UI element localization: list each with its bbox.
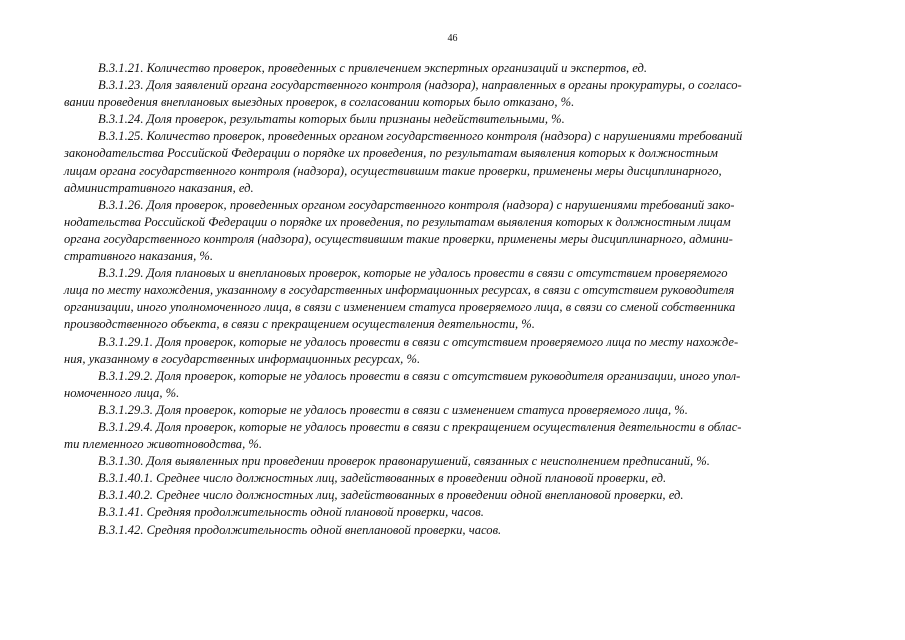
paragraph-b-3-1-40-2: В.3.1.40.2. Среднее число должностных лиц, задействованных в проведении одной внеплановой проверки, ед. — [98, 488, 684, 503]
document-body — [64, 60, 882, 539]
paragraph-b-3-1-24: В.3.1.24. Доля проверок, результаты которых были признаны недействительными, %. — [98, 112, 565, 127]
paragraph-b-3-1-29: В.3.1.29. Доля плановых и внеплановых проверок, которые не удалось провести в связи с отсутствием проверяемого лица по месту нахождения, указанному в государственных информационных ресурсах, в связи с отсутствием руководителя организации, иного уполномоченного лица, в связи с изменением статуса проверяемого лица, в связи со сменой собственника производственного объекта, в связи с прекращением осуществления деятельности, %. — [64, 266, 736, 332]
paragraph-b-3-1-23: В.3.1.23. Доля заявлений органа государственного контроля (надзора), направленных в органы прокуратуры, о согласо- вании проведения внеплановых выездных проверок, в согласовании которых было отказано, %. — [64, 78, 742, 110]
paragraph-b-3-1-29-3: В.3.1.29.3. Доля проверок, которые не удалось провести в связи с изменением статуса проверяемого лица, %. — [98, 402, 688, 417]
paragraph-b-3-1-25: В.3.1.25. Количество проверок, проведенных органом государственного контроля (надзора) с нарушениями требований законодательства Российской Федерации о порядке их проведения, по результатам выявления которых к должностным лицам органа государственного контроля (надзора), осуществившим такие проверки, применены меры дисциплинарного, административного наказания, ед. — [64, 129, 743, 195]
paragraph-b-3-1-29-2: В.3.1.29.2. Доля проверок, которые не удалось провести в связи с отсутствием руководителя организации, иного упол- номоченного лица, %. — [64, 368, 741, 400]
paragraph-b-3-1-41: В.3.1.41. Средняя продолжительность одной плановой проверки, часов. — [98, 505, 484, 520]
paragraph-b-3-1-30: В.3.1.30. Доля выявленных при проведении проверок правонарушений, связанных с неисполнением предписаний, %. — [98, 454, 710, 469]
page-number: 46 — [447, 33, 458, 44]
paragraph-b-3-1-42: В.3.1.42. Средняя продолжительность одной внеплановой проверки, часов. — [98, 522, 502, 537]
paragraph-b-3-1-26: В.3.1.26. Доля проверок, проведенных органом государственного контроля (надзора) с нарушениями требований зако- нодательства Российской Федерации о порядке их проведения, по результатам выявления которых к должностным лицам органа государственного контроля (надзора), осуществившим такие проверки, применены меры дисциплинарного, админи- стративного наказания, %. — [64, 197, 735, 264]
paragraph-b-3-1-21: В.3.1.21. Количество проверок, проведенных с привлечением экспертных организаций и экспертов, ед. — [98, 61, 648, 75]
paragraph-b-3-1-29-4: В.3.1.29.4. Доля проверок, которые не удалось провести в связи с прекращением осуществления деятельности в облас- ти племенного животноводства, %. — [64, 419, 742, 452]
paragraph-b-3-1-40-1: В.3.1.40.1. Среднее число должностных лиц, задействованных в проведении одной плановой проверки, ед. — [98, 471, 667, 486]
paragraph-b-3-1-29-1: В.3.1.29.1. Доля проверок, которые не удалось провести в связи с отсутствием проверяемого лица по месту нахожде- ния, указанному в государственных информационных ресурсах, %. — [64, 334, 739, 366]
